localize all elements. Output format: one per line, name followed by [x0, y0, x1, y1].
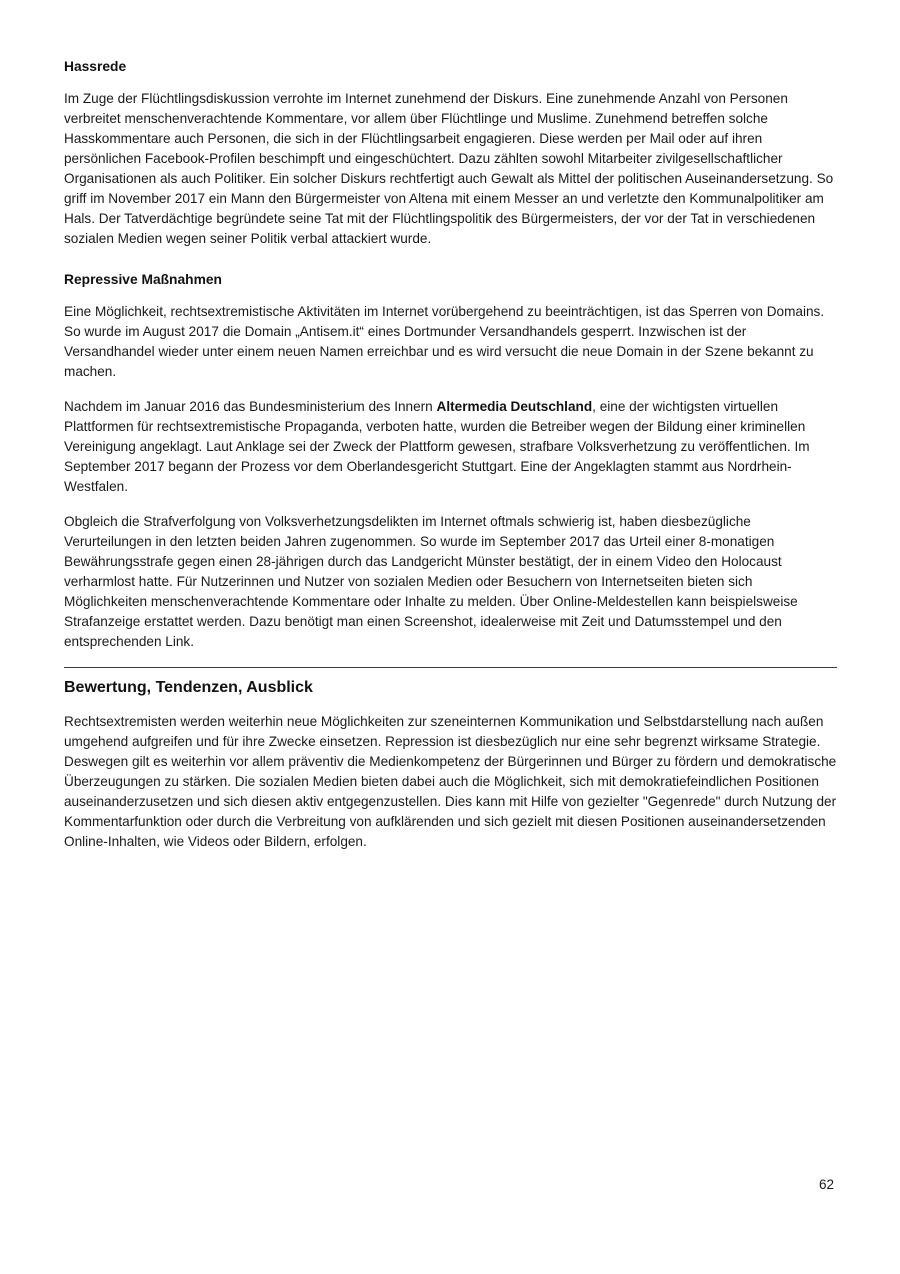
paragraph — [64, 302, 837, 382]
section-heading: Hassrede — [64, 59, 127, 74]
body-text: Obgleich die Strafverfolgung von Volksverhetzungsdelikten im Internet oftmals schwierig ist, haben diesbezügliche Verurteilungen in den letzten beiden Jahren zugenommen. So wurde im September 2017 das Urteil einer 8-monatigen Bewährungsstrafe gegen einen 28-jährigen durch das Landgericht Münster bestätigt, der in einem Video den Holocaust verharmlost hatte. Für Nutzerinnen und Nutzer von sozialen Medien oder Besuchern von Internetseiten bieten sich Möglichkeiten menschenverachtende Kommentare oder Inhalte zu melden. Über Online-Meldestellen kann beispielsweise Strafanzeige erstattet werden. Dazu benötigt man einen Screenshot, idealerweise mit Zeit und Datumsstempel und den entsprechenden Link. — [64, 514, 798, 649]
paragraph — [64, 89, 837, 249]
section-heading: Repressive Maßnahmen — [64, 272, 222, 287]
paragraph — [64, 712, 837, 852]
body-text: Rechtsextremisten werden weiterhin neue Möglichkeiten zur szeneinternen Kommunikation und Selbstdarstellung nach außen umgehend aufgreifen und für ihre Zwecke einsetzen. Repression ist diesbezüglich nur eine sehr begrenzt wirksame Strategie. Deswegen gilt es weiterhin vor allem präventiv die Medienkompetenz der Bürgerinnen und Bürger zu fördern und demokratische Überzeugungen zu stärken. Die sozialen Medien bieten dabei auch die Möglichkeit, sich mit demokratiefeindlichen Positionen auseinanderzusetzen und sich diesen aktiv entgegenzustellen. Dies kann mit Hilfe von gezielter "Gegenrede" durch Nutzung der Kommentarfunktion oder durch die Verbreitung von aufklärenden und sich gezielt mit diesen Positionen auseinandersetzenden Online-Inhalten, wie Videos oder Bildern, erfolgen. — [64, 714, 837, 849]
section-heading: Bewertung, Tendenzen, Ausblick — [64, 679, 313, 696]
body-text: Im Zuge der Flüchtlingsdiskussion verrohte im Internet zunehmend der Diskurs. Eine zunehmende Anzahl von Personen verbreitet menschenverachtende Kommentare, vor allem über Flüchtlinge und Muslime. Zunehmend betreffen solche Hasskommentare auch Personen, die sich in der Flüchtlingsarbeit engagieren. Diese werden per Mail oder auf ihren persönlichen Facebook-Profilen beschimpft und eingeschüchtert. Dazu zählten sowohl Mitarbeiter zivilgesellschaftlicher Organisationen als auch Politiker. Ein solcher Diskurs rechtfertigt auch Gewalt als Mittel der politischen Auseinandersetzung. So griff im November 2017 ein Mann den Bürgermeister von Altena mit einem Messer an und verletzte den Kommunalpolitiker am Hals. Der Tatverdächtige begründete seine Tat mit der Flüchtlingspolitik des Bürgermeisters, der vor der Tat in verschiedenen sozialen Medien wegen seiner Politik verbal attackiert wurde. — [64, 91, 834, 246]
paragraph — [64, 397, 837, 497]
body-text: Eine Möglichkeit, rechtsextremistische Aktivitäten im Internet vorübergehend zu beeinträchtigen, ist das Sperren von Domains. So wurde im August 2017 die Domain „Antisem.it“ eines Dortmunder Versandhandels gesperrt. Inzwischen ist der Versandhandel wieder unter einem neuen Namen erreichbar und es wird versucht die neue Domain in der Szene bekannt zu machen. — [64, 304, 825, 379]
document-content — [64, 58, 837, 867]
body-text: , eine der wichtigsten virtuellen Plattformen für rechtsextremistische Propaganda, verboten hatte, wurden die Betreiber wegen der Bildung einer kriminellen Vereinigung angeklagt. Laut Anklage sei der Zweck der Plattform gewesen, strafbare Volksverhetzung zu veröffentlichen. Im September 2017 begann der Prozess vor dem Oberlandesgericht Stuttgart. Eine der Angeklagten stammt aus Nordrhein-Westfalen. — [64, 399, 810, 494]
bold-text: Altermedia Deutschland — [436, 399, 593, 414]
page-number: 62 — [818, 1177, 834, 1192]
section-divider-rule — [64, 667, 837, 668]
paragraph — [64, 512, 837, 652]
body-text: Nachdem im Januar 2016 das Bundesministerium des Innern — [64, 399, 437, 414]
